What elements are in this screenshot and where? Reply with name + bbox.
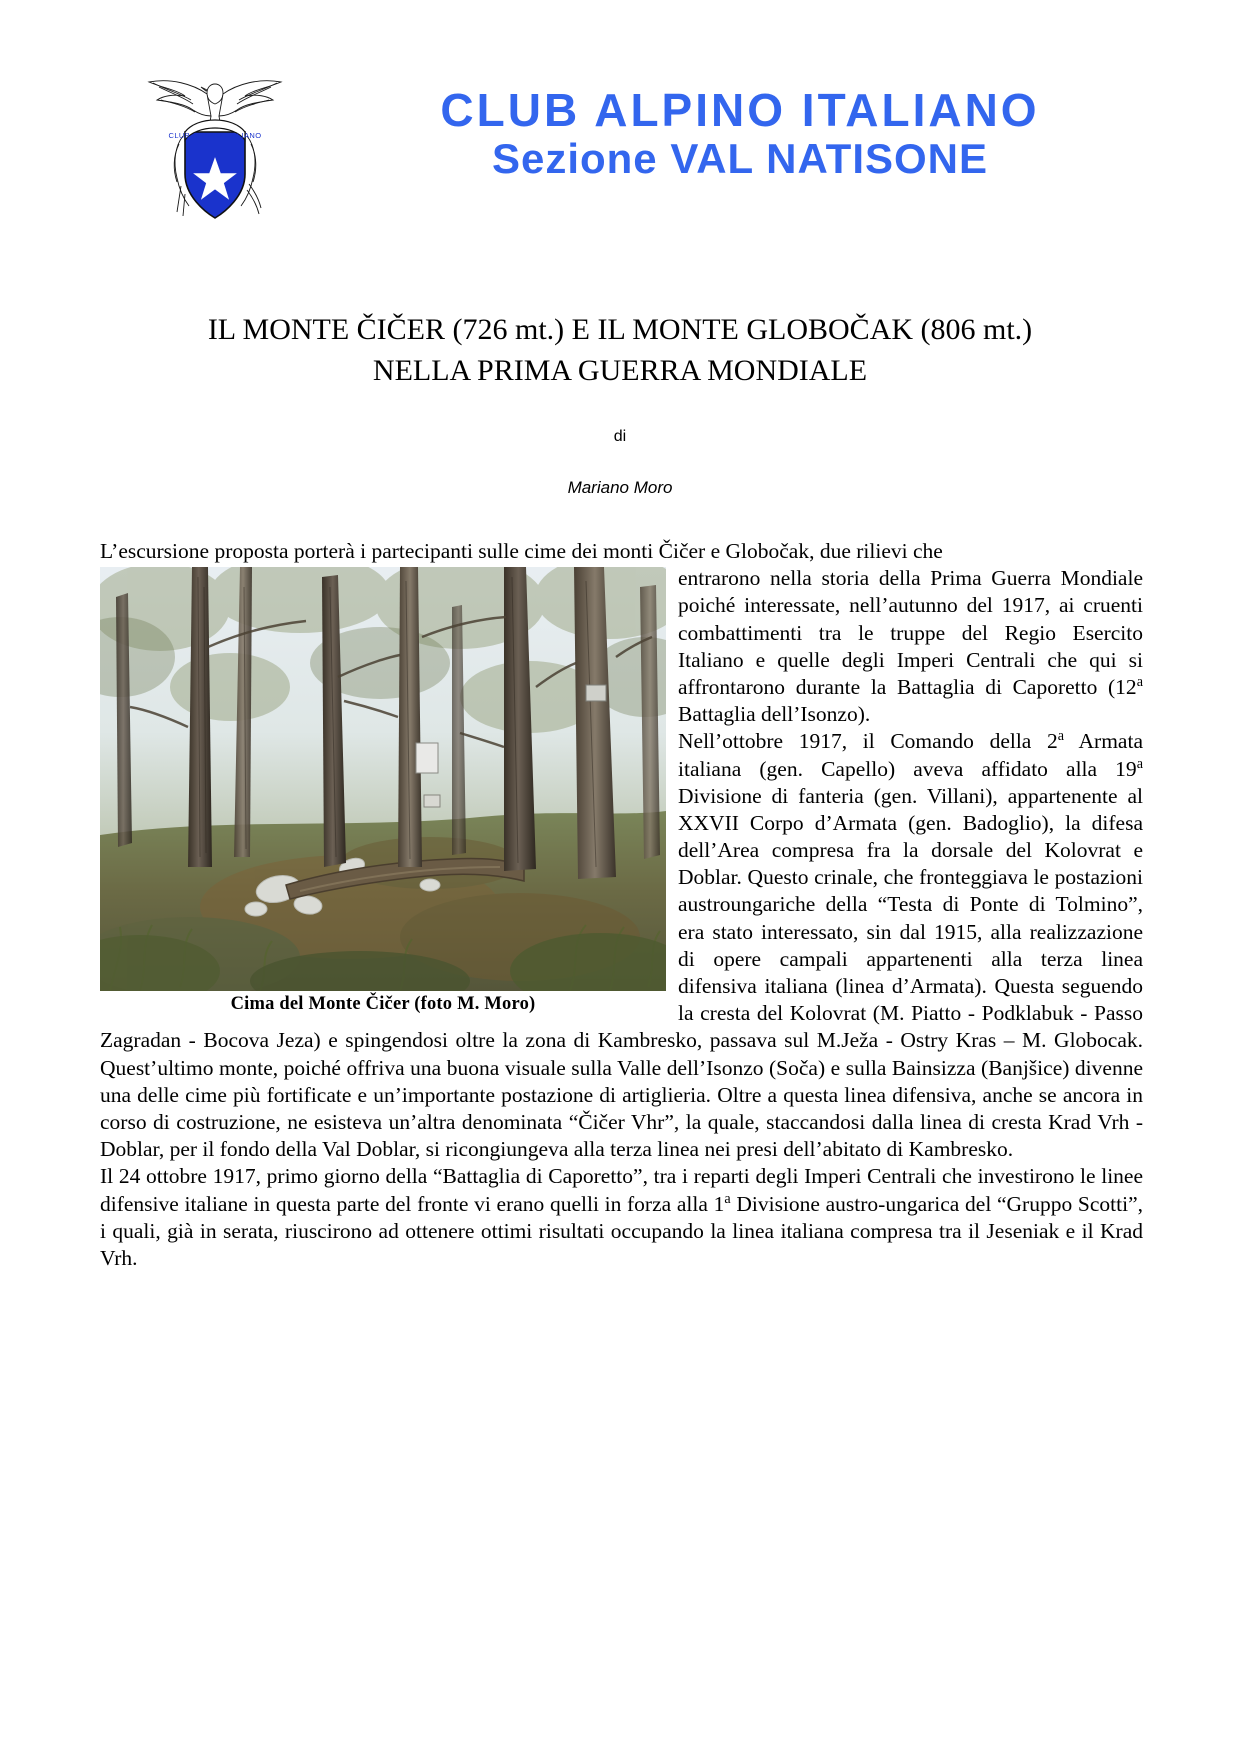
byline-author: Mariano Moro: [567, 478, 673, 497]
byline-preposition: di: [613, 428, 627, 445]
paragraph-3-text-a: Il 24 ottobre 1917, primo giorno della “Battaglia di Caporetto”, tra i reparti degli Imperi Centrali che investirono le linee difensive italiane in questa parte del fronte vi erano quelli in forza alla 1: [100, 1164, 1143, 1216]
title-line-1: IL MONTE ČIČER (726 mt.) E IL MONTE GLOBOČAK (806 mt.): [207, 313, 1033, 346]
forest-summit-photo: [100, 567, 666, 991]
paragraph-2-text-b: Armata italiana (gen. Capello) aveva affidato alla 19: [678, 729, 1143, 781]
ordinal-superscript-19a: a: [1136, 755, 1143, 772]
shield-ribbon-text: CLUB ALPINO ITALIANO: [168, 131, 262, 140]
section-name: Sezione VAL NATISONE: [491, 134, 989, 182]
figure-caption: Cima del Monte Čičer (foto M. Moro): [230, 994, 536, 1015]
masthead: [0, 0, 1240, 200]
paragraph-1-text-b: Battaglia dell’Isonzo).: [678, 702, 871, 727]
cai-eagle-shield-logo: [133, 66, 298, 226]
ordinal-superscript-1a: a: [724, 1190, 731, 1207]
paragraph-2-text-c: Divisione di fanteria (gen. Villani), appartenente al XXVII Corpo d’Armata (gen. Badoglio), la difesa dell’Area compresa fra la dorsale del Kolovrat e Doblar. Questo crinale, che fronteggiava le postazioni austroungariche della “Testa di Ponte di Tolmino”, era stato interessato, sin dal 1915, alla realizzazione di opere campali appartenenti alla terza linea difensiva italiana (linea d’Armata). Questa seguendo la cresta del Kolovrat (M. Piatto - Podklabuk - Passo Zagradan - Bocova Jeza) e spingendosi oltre la zona di Kambresko, passava sul M.Ježa - Ostry Kras – M. Globocak. Quest’ultimo monte, poiché offriva una buona visuale sulla Valle dell’Isonzo (Soča) e sulla Bainsizza (Banjšice) divenne una delle cime più fortificate e un’importante postazione di artiglieria. Oltre a questa linea difensiva, anche se ancora in corso di costruzione, ne esisteva un’altra denominata “Čičer Vhr”, la quale, staccandosi dalla linea di cresta Krad Vrh - Doblar, per il fondo della Val Doblar, si ricongiungeva alla terza linea nei presi dell’abitato di Kambresko.: [100, 783, 1143, 1162]
page-title: [0, 310, 1240, 391]
paragraph-1-text-a: entrarono nella storia della Prima Guerra Mondiale poiché interessate, nell’autunno del 1917, ai cruenti combattimenti tra le truppe del Regio Esercito Italiano e quelle degli Imperi Centrali che qui si affrontarono durante la Battaglia di Caporetto (12: [678, 566, 1143, 699]
paragraph-3: [100, 1163, 1143, 1272]
ordinal-superscript-2a: a: [1057, 728, 1065, 745]
lead-paragraph: L’escursione proposta porterà i partecipanti sulle cime dei monti Čičer e Globočak, due rilievi che: [100, 539, 943, 563]
paragraph-2-text-a: Nell’ottobre 1917, il Comando della 2: [678, 729, 1058, 754]
figure-monte-cicer: [100, 567, 666, 1015]
article-body: [100, 538, 1143, 1272]
title-line-2: NELLA PRIMA GUERRA MONDIALE: [372, 353, 868, 387]
ordinal-superscript-12a: a: [1136, 673, 1143, 690]
organization-name: CLUB ALPINO ITALIANO: [440, 84, 1040, 136]
paragraph-3-text-b: Divisione austro-ungarica del “Gruppo Scotti”, i quali, già in serata, riuscirono ad ottenere ottimi risultati occupando la linea italiana compresa tra il Jeseniak e il Krad Vrh.: [100, 1191, 1143, 1270]
masthead-text: [360, 86, 1120, 181]
